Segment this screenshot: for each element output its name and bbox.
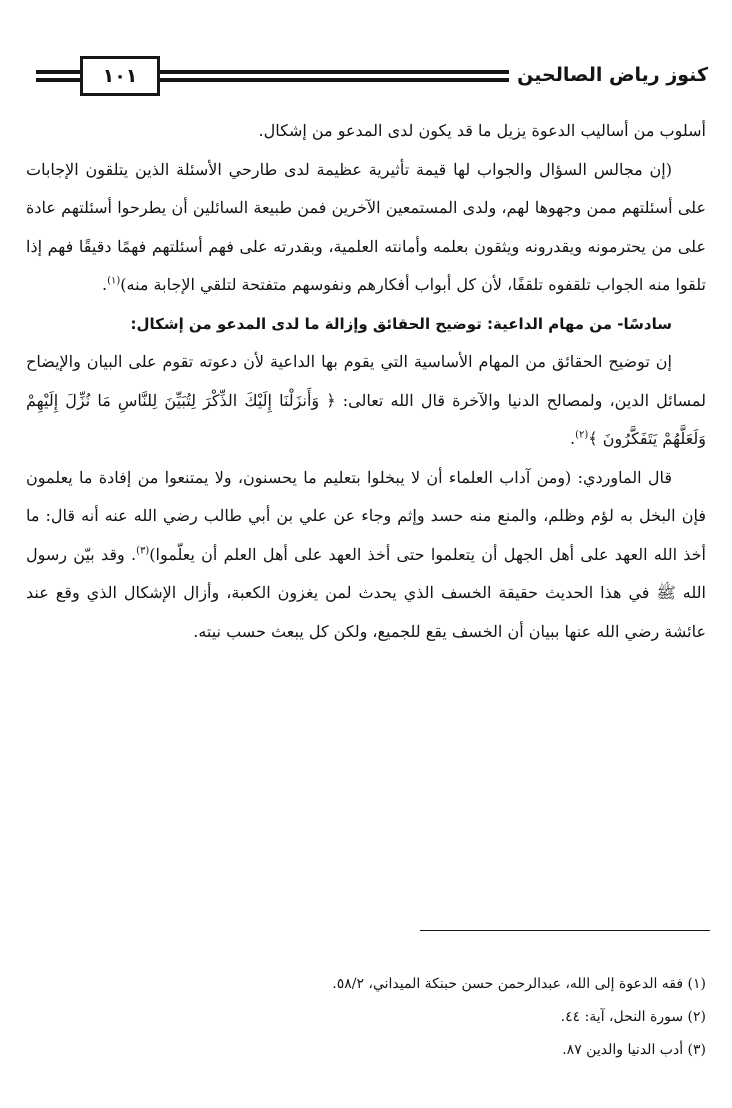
footnote-2: (٢) سورة النحل، آية: ٤٤. bbox=[560, 1009, 706, 1025]
section-heading: سادسًا- من مهام الداعية: توضيح الحقائق وإزالة ما لدى المدعو من إشكال: bbox=[130, 314, 672, 333]
footnotes bbox=[26, 968, 706, 1067]
footnote-3: (٣) أدب الدنيا والدين ٨٧. bbox=[562, 1042, 706, 1058]
paragraph-3-text: إن توضيح الحقائق من المهام الأساسية التي يقوم بها الداعية لأن دعوته تقوم على البيان والإيضاح لمسائل الدين، ولمصالح الدنيا والآخرة قال الله تعالى: ﴿ وَأَنزَلْنَا إِلَيْكَ الذِّكْرَ لِتُبَيِّنَ لِلنَّاسِ مَا نُزِّلَ إِلَيْهِمْ وَلَعَلَّهُمْ يَتَفَكَّرُونَ ﴾ bbox=[26, 352, 706, 448]
header-rule-right-top bbox=[158, 70, 518, 74]
main-text bbox=[26, 112, 706, 651]
book-title: كنوز رياض الصالحين bbox=[509, 58, 708, 92]
paragraph-3: إن توضيح الحقائق من المهام الأساسية التي يقوم بها الداعية لأن دعوته تقوم على البيان والإيضاح لمسائل الدين، ولمصالح الدنيا والآخرة قال الله تعالى: ﴿ وَأَنزَلْنَا إِلَيْكَ الذِّكْرَ لِتُبَيِّنَ لِلنَّاسِ مَا نُزِّلَ إِلَيْهِمْ وَلَعَلَّهُمْ يَتَفَكَّرُونَ ﴾$^{(٢)}$. bbox=[26, 352, 706, 448]
paragraph-4-text-b: . وقد بيّن رسول الله ﷺ في هذا الحديث حقيقة الخسف الذي يحدث لمن يغزون الكعبة، وأزال الإشكال الذي وقع عند عائشة رضي الله عنها ببيان أن الخسف يقع للجميع، ولكن كل يبعث حسب نيته. bbox=[26, 544, 706, 641]
footnote-ref-3: (٣) bbox=[136, 545, 150, 557]
header-rule-right-bottom bbox=[158, 78, 518, 82]
footnote-separator bbox=[420, 930, 710, 931]
paragraph-2: (إن مجالس السؤال والجواب لها قيمة تأثيرية عظيمة لدى طارحي الأسئلة الذين يتلقون الإجابات على أسئلتهم ممن وجهوها لهم، ولدى المستمعين الآخرين فمن طبيعة السائلين أن يطرحوا أسئلتهم عادة على من يحترمونه ويقدرونه ويثقون بعلمه وأمانته العلمية، وبقدرته على فهم أسئلتهم فهمًا دقيقًا فهم إذا تلقوا منه الجواب تلقفوه تلقفًا، لأن كل أبواب أفكارهم ونفوسهم متفتحة لتلقي الإجابة منه)$^{(١)}$. bbox=[26, 159, 706, 294]
paragraph-2-text: (إن مجالس السؤال والجواب لها قيمة تأثيرية عظيمة لدى طارحي الأسئلة الذين يتلقون الإجابات على أسئلتهم ممن وجهوها لهم، ولدى المستمعين الآخرين فمن طبيعة السائلين أن يطرحوا أسئلتهم عادة على من يحترمونه ويقدرونه ويثقون بعلمه وأمانته العلمية، وبقدرته على فهم أسئلتهم فهمًا دقيقًا فهم إذا تلقوا منه الجواب تلقفوه تلقفًا، لأن كل أبواب أفكارهم ونفوسهم متفتحة لتلقي الإجابة منه) bbox=[26, 159, 706, 294]
page-header bbox=[0, 0, 732, 110]
footnote-ref-2: (٢) bbox=[575, 429, 589, 441]
header-rule-left-bottom bbox=[36, 78, 84, 82]
paragraph-4 bbox=[26, 459, 706, 652]
footnote-1: (١) فقه الدعوة إلى الله، عبدالرحمن حسن حبنكة الميداني، ٥٨/٢. bbox=[332, 976, 706, 992]
header-rule-left-top bbox=[36, 70, 84, 74]
paragraph-4-text-a: قال الماوردي: (ومن آداب العلماء أن لا يبخلوا بتعليم ما يحسنون، ولا يمتنعوا من إفادة ما يعلمون فإن البخل به لؤم وظلم، والمنع منه حسد وإثم وجاء عن علي بن أبي طالب رضي الله عنه أنه قال: ما أخذ الله العهد على أهل الجهل أن يتعلموا حتى أخذ العهد على أهل العلم أن يعلّموا) bbox=[26, 467, 707, 564]
page-number: ١٠١ bbox=[80, 56, 160, 96]
paragraph-1: أسلوب من أساليب الدعوة يزيل ما قد يكون لدى المدعو من إشكال. bbox=[258, 121, 706, 140]
footnote-ref-1: (١) bbox=[107, 275, 121, 287]
